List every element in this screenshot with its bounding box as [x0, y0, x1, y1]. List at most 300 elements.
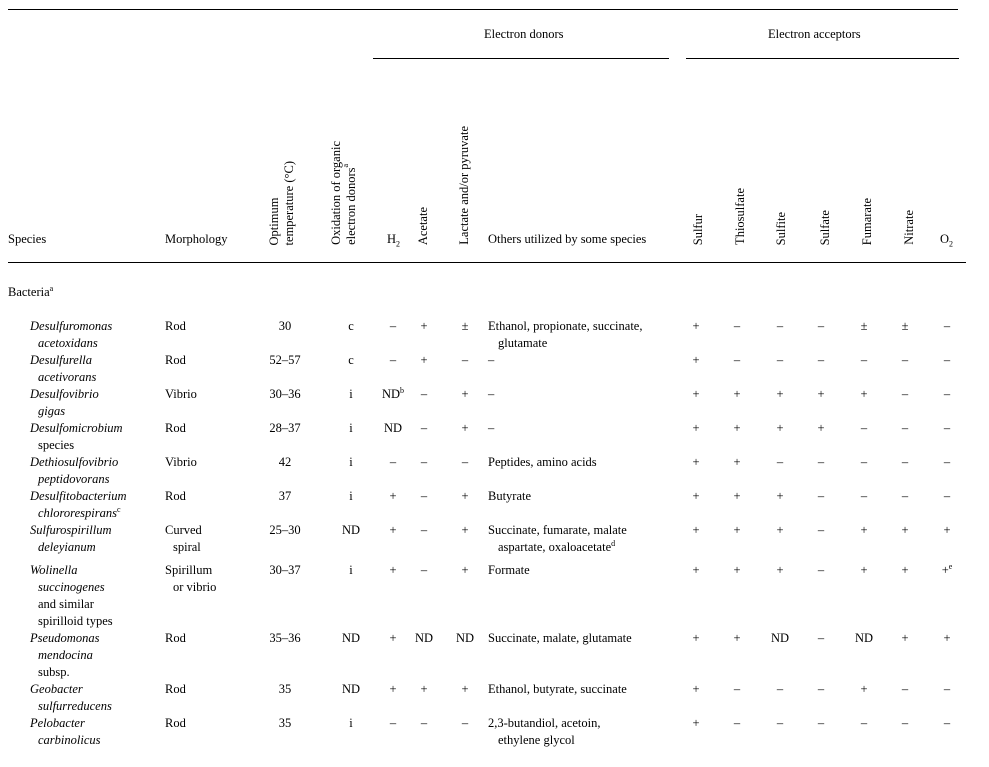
lactate-value: +: [461, 682, 469, 696]
nitrate-cell: [885, 562, 925, 579]
others-text-line: [488, 732, 600, 749]
morphology-cell: [165, 454, 197, 471]
o2-cell: [927, 630, 967, 647]
others-text: Ethanol, butyrate, succinate: [488, 682, 627, 696]
species-name-text: Desulfomicrobium: [30, 421, 123, 435]
others-text: Ethanol, propionate, succinate,: [488, 319, 643, 333]
lactate-cell: [445, 454, 485, 471]
lactate-cell: [445, 488, 485, 505]
species-name-text: chlororespirans: [38, 506, 117, 520]
sulfur-cell: [676, 454, 716, 471]
others-text-line: [488, 352, 494, 369]
fumarate-cell: [844, 681, 884, 698]
acetate-cell: [404, 522, 444, 539]
thio-cell: [717, 318, 757, 335]
species-qualifier: subsp.: [38, 665, 70, 679]
h2-value: –: [389, 353, 397, 367]
sulfur-cell: [676, 352, 716, 369]
sulfate-value: –: [817, 716, 825, 730]
sulfate-value: –: [817, 563, 825, 577]
others-text-line: [488, 420, 494, 437]
top-rule: [8, 9, 958, 10]
species-qualifier: spirilloid types: [38, 614, 113, 628]
lactate-cell: [445, 681, 485, 698]
donors-group-rule: [373, 58, 669, 59]
species-name-text: succinogenes: [38, 580, 105, 594]
acetate-value: +: [420, 682, 428, 696]
others-cell: [488, 488, 531, 505]
temperature-cell: 30: [278, 319, 292, 333]
species-name-text: carbinolicus: [38, 733, 101, 747]
others-text: Peptides, amino acids: [488, 455, 597, 469]
fumarate-cell: [844, 420, 884, 437]
o2-cell: [927, 386, 967, 403]
h2-value: +: [389, 682, 397, 696]
o2-cell: [927, 420, 967, 437]
acetate-value: –: [420, 455, 428, 469]
thio-value: +: [733, 387, 741, 401]
col-header-h2: $H_2$: [387, 232, 401, 249]
fumarate-value: –: [860, 489, 868, 503]
fumarate-cell: [844, 562, 884, 579]
lactate-cell: [445, 630, 485, 647]
species-name-text: Desulfovibrio: [30, 387, 99, 401]
col-header-others: Others utilized by some species: [488, 232, 647, 246]
fumarate-value: +: [860, 563, 868, 577]
fumarate-value: –: [860, 421, 868, 435]
fumarate-value: +: [860, 682, 868, 696]
nitrate-cell: [885, 318, 925, 335]
sulfite-value: –: [776, 353, 784, 367]
others-cell: [488, 386, 494, 403]
sulfur-value: +: [692, 387, 700, 401]
fumarate-cell: [844, 630, 884, 647]
lactate-value: +: [461, 563, 469, 577]
morphology-text: Curved: [165, 523, 202, 537]
sulfur-value: +: [692, 523, 700, 537]
sulfite-cell: [760, 715, 800, 732]
nitrate-cell: [885, 352, 925, 369]
thio-value: +: [733, 455, 741, 469]
others-text: –: [488, 421, 495, 435]
lactate-value: –: [461, 455, 469, 469]
header-bottom-rule: [8, 262, 966, 263]
fumarate-value: –: [860, 716, 868, 730]
acetate-value: –: [420, 387, 428, 401]
others-text-line: [488, 562, 530, 579]
thio-value: –: [733, 682, 741, 696]
thio-cell: [717, 488, 757, 505]
sulfite-value: –: [776, 319, 784, 333]
o2-value: –: [943, 682, 951, 696]
thio-cell: [717, 352, 757, 369]
h2-value: ND: [381, 387, 401, 401]
nitrate-cell: [885, 681, 925, 698]
sulfite-value: –: [776, 716, 784, 730]
o2-value: –: [943, 455, 951, 469]
species-epithet: [30, 647, 99, 664]
lactate-value: ND: [455, 631, 475, 645]
h2-value: –: [389, 455, 397, 469]
others-text: –: [488, 353, 495, 367]
o2-cell: [927, 488, 967, 505]
species-epithet: [30, 505, 127, 522]
sulfur-value: +: [692, 319, 700, 333]
morphology-cell: [165, 420, 186, 437]
lactate-cell: [445, 562, 485, 579]
sulfite-value: +: [776, 421, 784, 435]
electron-acceptors-header: Electron acceptors: [768, 27, 861, 41]
electron-donors-header: Electron donors: [484, 27, 564, 41]
h2-value: –: [389, 716, 397, 730]
lactate-value: +: [461, 387, 469, 401]
h2-value: +: [389, 631, 397, 645]
others-cell: [488, 318, 642, 352]
species-name-text: Pelobacter: [30, 716, 85, 730]
sulfur-value: +: [692, 682, 700, 696]
sulfate-cell: [801, 681, 841, 698]
sulfite-cell: [760, 681, 800, 698]
o2-value: –: [943, 421, 951, 435]
o2-cell: [927, 715, 967, 732]
thio-value: +: [733, 421, 741, 435]
species-name: [30, 522, 112, 556]
species-genus: [30, 352, 96, 369]
footnote-marker: d: [611, 538, 616, 548]
sulfate-cell: [801, 318, 841, 335]
col-header-nitrate: Nitrate: [902, 210, 916, 245]
temperature-cell: 37: [278, 489, 292, 503]
morphology-text: Rod: [165, 319, 186, 333]
species-epithet: [30, 369, 96, 386]
col-header-sulfate: Sulfate: [818, 209, 832, 245]
species-name-text: acetoxidans: [38, 336, 98, 350]
footnote-marker: e: [948, 561, 953, 571]
sulfite-value: –: [776, 455, 784, 469]
nitrate-cell: [885, 522, 925, 539]
others-cell: [488, 681, 627, 698]
others-text-line: [488, 318, 642, 335]
others-text-line: [488, 386, 494, 403]
species-name-text: Pseudomonas: [30, 631, 100, 645]
others-text-line: [488, 681, 627, 698]
others-text: Succinate, fumarate, malate: [488, 523, 627, 537]
fumarate-cell: [844, 488, 884, 505]
species-name-text: Sulfurospirillum: [30, 523, 112, 537]
morphology-cell: [165, 630, 186, 647]
nitrate-value: –: [901, 421, 909, 435]
sulfate-value: –: [817, 353, 825, 367]
acetate-cell: [404, 562, 444, 579]
others-text-line: [488, 454, 597, 471]
morphology-text: Rod: [165, 631, 186, 645]
sulfate-value: –: [817, 455, 825, 469]
oxidation-cell: i: [349, 563, 353, 577]
o2-cell: [927, 562, 967, 579]
species-genus: [30, 630, 99, 647]
fumarate-value: –: [860, 455, 868, 469]
lactate-cell: [445, 318, 485, 335]
temperature-cell: 52–57: [269, 353, 301, 367]
sulfite-cell: [760, 352, 800, 369]
species-name-text: Desulfuromonas: [30, 319, 113, 333]
sulfur-value: +: [692, 421, 700, 435]
col-header-oxidation: Oxidation of organic electron donors$^a$: [329, 141, 358, 245]
sulfur-value: +: [692, 489, 700, 503]
nitrate-cell: [885, 454, 925, 471]
h2-value: +: [389, 523, 397, 537]
acetate-cell: [404, 352, 444, 369]
others-cell: [488, 420, 494, 437]
oxidation-cell: ND: [341, 631, 361, 645]
acetate-cell: [404, 488, 444, 505]
sulfur-value: +: [692, 716, 700, 730]
sulfate-cell: [801, 562, 841, 579]
acetate-value: –: [420, 716, 428, 730]
morphology-cell: [165, 352, 186, 369]
temperature-cell: 35–36: [269, 631, 301, 645]
species-genus: [30, 454, 118, 471]
sulfite-value: +: [776, 523, 784, 537]
species-name-text: Geobacter: [30, 682, 83, 696]
h2-value: –: [389, 319, 397, 333]
species-name: [30, 420, 123, 454]
sulfate-value: +: [817, 421, 825, 435]
morphology-text: spiral: [173, 540, 201, 554]
thio-value: +: [733, 631, 741, 645]
nitrate-value: +: [901, 563, 909, 577]
o2-cell: [927, 522, 967, 539]
acetate-cell: [404, 681, 444, 698]
nitrate-cell: [885, 715, 925, 732]
o2-cell: [927, 454, 967, 471]
others-text-line: [488, 715, 600, 732]
acetate-cell: [404, 454, 444, 471]
sulfite-value: ND: [770, 631, 790, 645]
species-genus: [30, 386, 99, 403]
lactate-cell: [445, 352, 485, 369]
morphology-text: Rod: [165, 421, 186, 435]
species-genus: [30, 318, 112, 335]
sulfite-cell: [760, 522, 800, 539]
col-header-sulfur: Sulfur: [691, 213, 705, 245]
thio-cell: [717, 715, 757, 732]
species-epithet: [30, 579, 113, 596]
sulfur-cell: [676, 630, 716, 647]
acetate-cell: [404, 386, 444, 403]
oxidation-cell: i: [349, 421, 353, 435]
lactate-value: +: [461, 489, 469, 503]
species-name-text: Wolinella: [30, 563, 78, 577]
species-name: [30, 454, 118, 488]
fumarate-value: ND: [854, 631, 874, 645]
nitrate-cell: [885, 420, 925, 437]
thio-cell: [717, 630, 757, 647]
species-name-text: gigas: [38, 404, 66, 418]
others-text: aspartate, oxaloacetate: [498, 540, 612, 554]
species-name: [30, 562, 113, 630]
thio-cell: [717, 562, 757, 579]
fumarate-cell: [844, 386, 884, 403]
morphology-cell: [165, 488, 186, 505]
thio-value: –: [733, 319, 741, 333]
fumarate-cell: [844, 318, 884, 335]
section-label-bacteria: Bacteria$^a$: [8, 283, 54, 299]
morphology-cell: [165, 681, 186, 698]
sulfate-value: –: [817, 489, 825, 503]
temperature-cell: 42: [278, 455, 292, 469]
col-header-temperature: Optimum temperature (°C): [267, 160, 296, 245]
lactate-value: ±: [461, 319, 469, 333]
col-header-species: Species: [8, 232, 47, 246]
morphology-text: Rod: [165, 716, 186, 730]
morphology-text: Vibrio: [165, 387, 197, 401]
others-text: glutamate: [498, 336, 548, 350]
sulfite-cell: [760, 420, 800, 437]
others-cell: [488, 562, 530, 579]
species-name: [30, 386, 99, 420]
others-text: Butyrate: [488, 489, 532, 503]
oxidation-cell: i: [349, 716, 353, 730]
o2-value: –: [943, 716, 951, 730]
oxidation-cell: c: [348, 353, 354, 367]
acetate-value: –: [420, 489, 428, 503]
species-name: [30, 630, 99, 681]
nitrate-cell: [885, 386, 925, 403]
sulfur-cell: [676, 488, 716, 505]
species-epithet: [30, 335, 112, 352]
morphology-cell: [165, 522, 202, 556]
thio-value: –: [733, 716, 741, 730]
nitrate-value: +: [901, 631, 909, 645]
fumarate-value: –: [860, 353, 868, 367]
nitrate-cell: [885, 630, 925, 647]
species-name: [30, 488, 127, 522]
sulfite-cell: [760, 562, 800, 579]
morphology-text: Spirillum: [165, 563, 213, 577]
sulfate-value: –: [817, 682, 825, 696]
temperature-cell: 30–37: [269, 563, 301, 577]
fumarate-value: +: [860, 523, 868, 537]
thio-cell: [717, 386, 757, 403]
col-header-o2: $O_2$: [940, 232, 954, 249]
nitrate-value: –: [901, 489, 909, 503]
temperature-cell: 35: [278, 682, 292, 696]
lactate-value: +: [461, 421, 469, 435]
col-header-sulfite: Sulfite: [774, 211, 788, 245]
others-text: ethylene glycol: [498, 733, 575, 747]
species-epithet: [30, 471, 118, 488]
sulfate-cell: [801, 420, 841, 437]
sulfate-value: –: [817, 319, 825, 333]
sulfite-cell: [760, 454, 800, 471]
others-cell: [488, 522, 627, 556]
sulfate-cell: [801, 386, 841, 403]
temperature-cell: 25–30: [269, 523, 301, 537]
fumarate-cell: [844, 522, 884, 539]
col-header-acetate: Acetate: [416, 206, 430, 245]
nitrate-value: –: [901, 353, 909, 367]
acetate-cell: [404, 630, 444, 647]
thio-cell: [717, 454, 757, 471]
thio-cell: [717, 522, 757, 539]
species-name: [30, 318, 112, 352]
nitrate-value: +: [901, 523, 909, 537]
acetate-value: –: [420, 563, 428, 577]
species-name-text: Desulfitobacterium: [30, 489, 127, 503]
others-cell: [488, 352, 494, 369]
o2-value: –: [943, 489, 951, 503]
sulfite-value: +: [776, 387, 784, 401]
o2-value: –: [943, 319, 951, 333]
others-cell: [488, 454, 597, 471]
lactate-value: +: [461, 523, 469, 537]
species-name: [30, 352, 96, 386]
others-text-line: [488, 488, 531, 505]
sulfur-value: +: [692, 631, 700, 645]
species-qualifier: species: [38, 438, 75, 452]
sulfur-cell: [676, 318, 716, 335]
sulfur-value: +: [692, 563, 700, 577]
h2-value: +: [389, 489, 397, 503]
species-genus: [30, 420, 123, 437]
lactate-cell: [445, 386, 485, 403]
fumarate-cell: [844, 454, 884, 471]
lactate-value: –: [461, 716, 469, 730]
others-text-line: [488, 335, 642, 352]
others-text-line: [488, 539, 627, 556]
sulfur-value: +: [692, 353, 700, 367]
nitrate-value: –: [901, 716, 909, 730]
o2-value: +: [941, 563, 949, 577]
lactate-value: –: [461, 353, 469, 367]
oxidation-cell: i: [349, 387, 353, 401]
fumarate-value: ±: [860, 319, 868, 333]
o2-cell: [927, 681, 967, 698]
species-genus: [30, 681, 112, 698]
species-name-text: acetivorans: [38, 370, 97, 384]
nitrate-value: ±: [901, 319, 909, 333]
species-name-text: peptidovorans: [38, 472, 110, 486]
acetate-value: +: [420, 319, 428, 333]
others-text: Formate: [488, 563, 530, 577]
col-header-thiosulfate: Thiosulfate: [733, 188, 747, 245]
oxidation-cell: c: [348, 319, 354, 333]
acetate-value: +: [420, 353, 428, 367]
morphology-cell: [165, 318, 186, 335]
lactate-cell: [445, 522, 485, 539]
fumarate-value: +: [860, 387, 868, 401]
o2-cell: [927, 352, 967, 369]
morphology-cell: [165, 715, 186, 732]
thio-value: +: [733, 523, 741, 537]
morphology-text: Rod: [165, 682, 186, 696]
species-epithet: [30, 403, 99, 420]
acetate-cell: [404, 715, 444, 732]
nitrate-cell: [885, 488, 925, 505]
species-genus: [30, 522, 112, 539]
thio-value: –: [733, 353, 741, 367]
h2-value: ND: [383, 421, 403, 435]
morphology-cell: [165, 562, 216, 596]
o2-value: +: [943, 631, 951, 645]
sulfur-cell: [676, 715, 716, 732]
sulfite-cell: [760, 630, 800, 647]
sulfite-cell: [760, 386, 800, 403]
species-genus: [30, 715, 101, 732]
o2-value: +: [943, 523, 951, 537]
acetate-value: –: [420, 523, 428, 537]
